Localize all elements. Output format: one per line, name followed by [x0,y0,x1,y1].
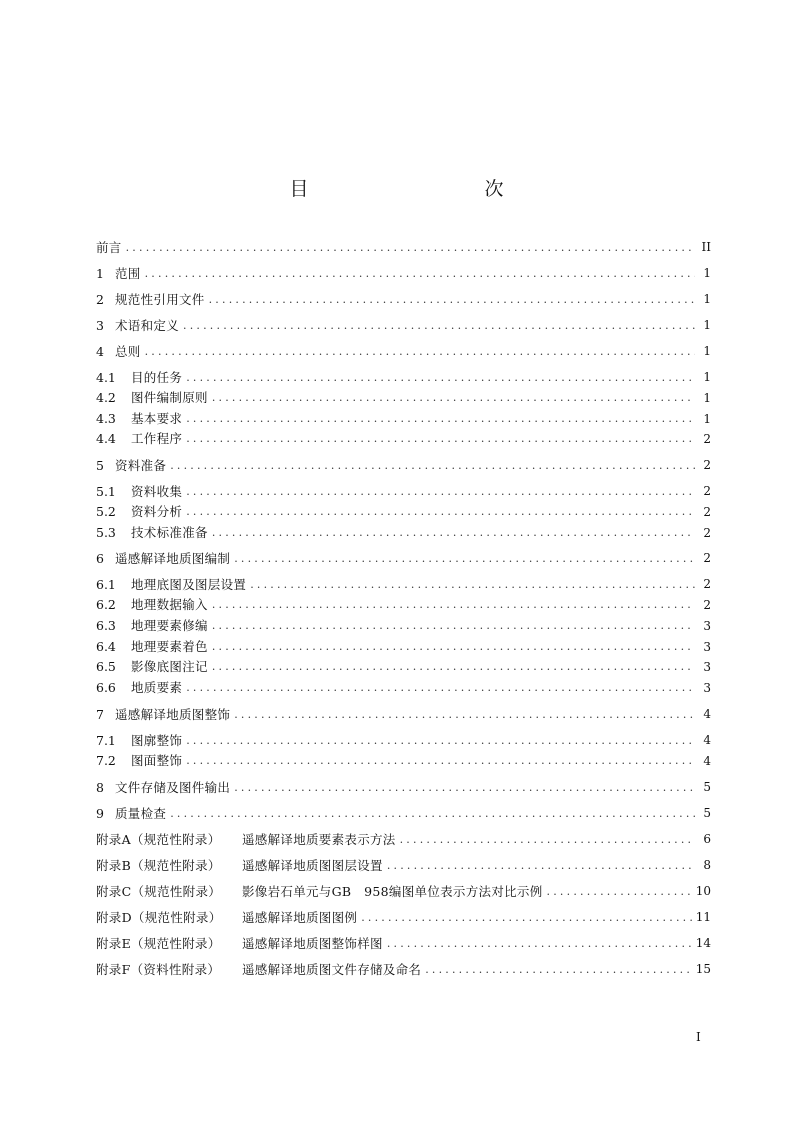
toc-entry-title: 目的任务 [131,370,183,385]
dot-leader [186,367,695,388]
toc-entry[interactable] [96,933,711,954]
toc-entry-number: 4.4 [96,431,116,447]
toc-entry-title: 文件存储及图件输出 [115,779,231,795]
toc-entry[interactable] [96,730,711,751]
toc-entry-page: 2 [703,505,711,520]
toc-entry-title: 资料分析 [131,504,183,520]
dot-leader [183,315,695,336]
toc-entry[interactable] [96,502,711,523]
toc-entry[interactable] [96,409,711,430]
toc-entry-title: 地理底图及图层设置 [131,577,247,593]
dot-leader [425,959,692,980]
toc-entry[interactable] [96,907,711,928]
dot-leader [547,881,692,902]
table-of-contents [96,237,711,980]
toc-entry-number: 6.1 [96,577,116,593]
toc-entry-title: 遥感解译地质图整饰 [115,706,231,722]
toc-entry[interactable] [96,388,711,409]
toc-entry-page: 3 [703,660,711,675]
toc-entry-page: 2 [703,525,711,540]
toc-entry[interactable] [96,263,711,284]
toc-entry-title: 图件编制原则 [131,389,208,405]
toc-entry-title: 图面整饰 [131,752,183,768]
toc-entry-page: 15 [695,961,711,976]
toc-entry-title: 地理数据输入 [131,597,208,613]
dot-leader [250,574,695,595]
dot-leader [234,777,695,798]
toc-entry-number: 7.2 [96,752,116,768]
toc-entry[interactable] [96,595,711,616]
toc-entry-number: 3 [96,318,104,333]
toc-entry-title: 地理要素修编 [131,618,208,634]
toc-entry-title: 术语和定义 [115,318,180,333]
toc-entry-title: 地理要素着色 [131,638,208,654]
toc-entry-title: 地质要素 [131,680,183,696]
toc-entry[interactable] [96,367,711,388]
toc-entry-number: 4.1 [96,370,116,385]
toc-entry-page: 4 [703,706,711,721]
toc-entry-number: 4.2 [96,389,116,405]
toc-entry-title: 遥感解译地质图图例 [242,909,358,925]
toc-entry[interactable] [96,574,711,595]
toc-entry-number: 6.5 [96,659,116,675]
toc-entry-page: 2 [703,432,711,447]
toc-entry-page: 1 [703,266,711,280]
toc-entry-title: 资料收集 [131,484,183,500]
toc-entry-number: 6.3 [96,618,116,634]
toc-entry-page: 2 [703,551,711,566]
toc-entry-title: 规范性引用文件 [115,292,205,307]
toc-entry-page: 2 [703,484,711,499]
toc-entry-page: 1 [703,292,711,306]
toc-entry-page: 5 [703,805,711,820]
page-title: 目 次 [289,178,550,200]
dot-leader [209,289,695,310]
toc-entry-number: 4 [96,344,104,359]
toc-entry-number: 8 [96,779,104,795]
toc-entry-title: 遥感解译地质图文件存储及命名 [242,961,422,977]
toc-entry-number: 1 [96,266,104,281]
toc-entry[interactable] [96,237,711,258]
toc-appendix-label: 附录F（资料性附录） [96,961,221,977]
toc-entry[interactable] [96,704,711,725]
dot-leader [170,803,695,824]
dot-leader [234,548,695,569]
toc-entry-page: 1 [703,390,711,405]
toc-entry[interactable] [96,289,711,310]
dot-leader [126,237,695,258]
toc-entry-number: 5 [96,458,104,474]
dot-leader [212,657,695,678]
toc-entry-title: 质量检查 [115,805,167,821]
toc-entry-page: 11 [695,909,711,924]
toc-entry-page: 1 [703,411,711,426]
toc-entry-number: 5.2 [96,504,116,520]
toc-entry-page: 1 [703,318,711,332]
toc-entry[interactable] [96,751,711,772]
toc-entry-title: 遥感解译地质要素表示方法 [242,831,396,847]
toc-appendix-label: 附录B（规范性附录） [96,857,221,873]
toc-entry-number: 6.6 [96,680,116,696]
page-number: I [696,1030,701,1044]
toc-entry[interactable] [96,315,711,336]
toc-appendix-label: 附录D（规范性附录） [96,909,222,925]
toc-entry-title: 图廓整饰 [131,732,183,748]
toc-entry-title: 遥感解译地质图图层设置 [242,857,383,873]
toc-entry[interactable] [96,829,711,850]
dot-leader [145,341,695,362]
dot-leader [186,751,695,772]
toc-appendix-label: 附录A（规范性附录） [96,831,221,847]
dot-leader [186,730,695,751]
dot-leader [186,429,695,450]
toc-entry-number: 6.4 [96,638,116,654]
toc-entry-page: 3 [703,639,711,654]
dot-leader [212,637,695,658]
toc-appendix-label: 附录E（规范性附录） [96,935,221,951]
dot-leader [387,855,695,876]
toc-entry[interactable] [96,429,711,450]
toc-entry-title: 前言 [96,240,122,255]
dot-leader [170,455,695,476]
toc-entry-page: 1 [703,344,711,358]
toc-entry-number: 7 [96,706,104,722]
toc-appendix-label: 附录C（规范性附录） [96,883,222,899]
toc-entry[interactable] [96,523,711,544]
toc-entry[interactable] [96,881,711,902]
toc-entry-page: 2 [703,577,711,592]
toc-entry-number: 6.2 [96,597,116,613]
toc-entry-title: 技术标准准备 [131,524,208,540]
dot-leader [234,704,695,725]
toc-entry-title: 遥感解译地质图编制 [115,551,231,567]
toc-entry-title: 遥感解译地质图整饰样图 [242,935,383,951]
toc-entry-number: 2 [96,292,104,307]
toc-entry-number: 7.1 [96,732,116,748]
toc-entry[interactable] [96,481,711,502]
toc-entry-page: 2 [703,598,711,613]
toc-entry-page: 2 [703,458,711,473]
toc-entry-number: 4.3 [96,410,116,426]
toc-entry-page: 10 [695,883,711,898]
toc-entry-title: 资料准备 [115,458,167,474]
dot-leader [387,933,692,954]
toc-entry-page: 14 [695,935,711,950]
toc-entry-number: 6 [96,551,104,567]
dot-leader [400,829,695,850]
toc-entry-page: 3 [703,619,711,634]
dot-leader [186,481,695,502]
dot-leader [212,616,695,637]
toc-entry-title: 基本要求 [131,410,183,426]
toc-entry[interactable] [96,455,711,476]
toc-entry-page: 4 [703,732,711,747]
toc-entry-title: 工作程序 [131,431,183,447]
toc-entry-title: 影像岩石单元与GB 958编图单位表示方法对比示例 [242,883,543,899]
toc-entry-title: 影像底图注记 [131,659,208,675]
toc-entry-number: 9 [96,805,104,821]
dot-leader [186,678,695,699]
dot-leader [361,907,692,928]
toc-entry[interactable] [96,855,711,876]
toc-entry-page: 5 [703,779,711,794]
toc-entry-page: II [701,240,711,254]
dot-leader [212,388,695,409]
toc-entry[interactable] [96,548,711,569]
toc-entry[interactable] [96,658,711,679]
toc-entry-number: 5.3 [96,524,116,540]
toc-entry[interactable] [96,637,711,658]
toc-entry-page: 1 [703,370,711,384]
toc-entry[interactable] [96,803,711,824]
toc-entry-title: 范围 [115,266,141,281]
toc-entry-number: 5.1 [96,484,116,500]
toc-entry-page: 4 [703,753,711,768]
toc-entry[interactable] [96,341,711,362]
dot-leader [145,263,695,284]
dot-leader [212,595,695,616]
toc-entry-page: 6 [703,831,711,846]
toc-entry[interactable] [96,959,711,980]
toc-entry[interactable] [96,777,711,798]
dot-leader [186,502,695,523]
toc-entry-title: 总则 [115,344,141,359]
toc-entry-page: 3 [703,681,711,696]
toc-entry[interactable] [96,678,711,699]
dot-leader [212,523,695,544]
toc-entry-page: 8 [703,857,711,872]
toc-entry[interactable] [96,616,711,637]
dot-leader [186,409,695,430]
